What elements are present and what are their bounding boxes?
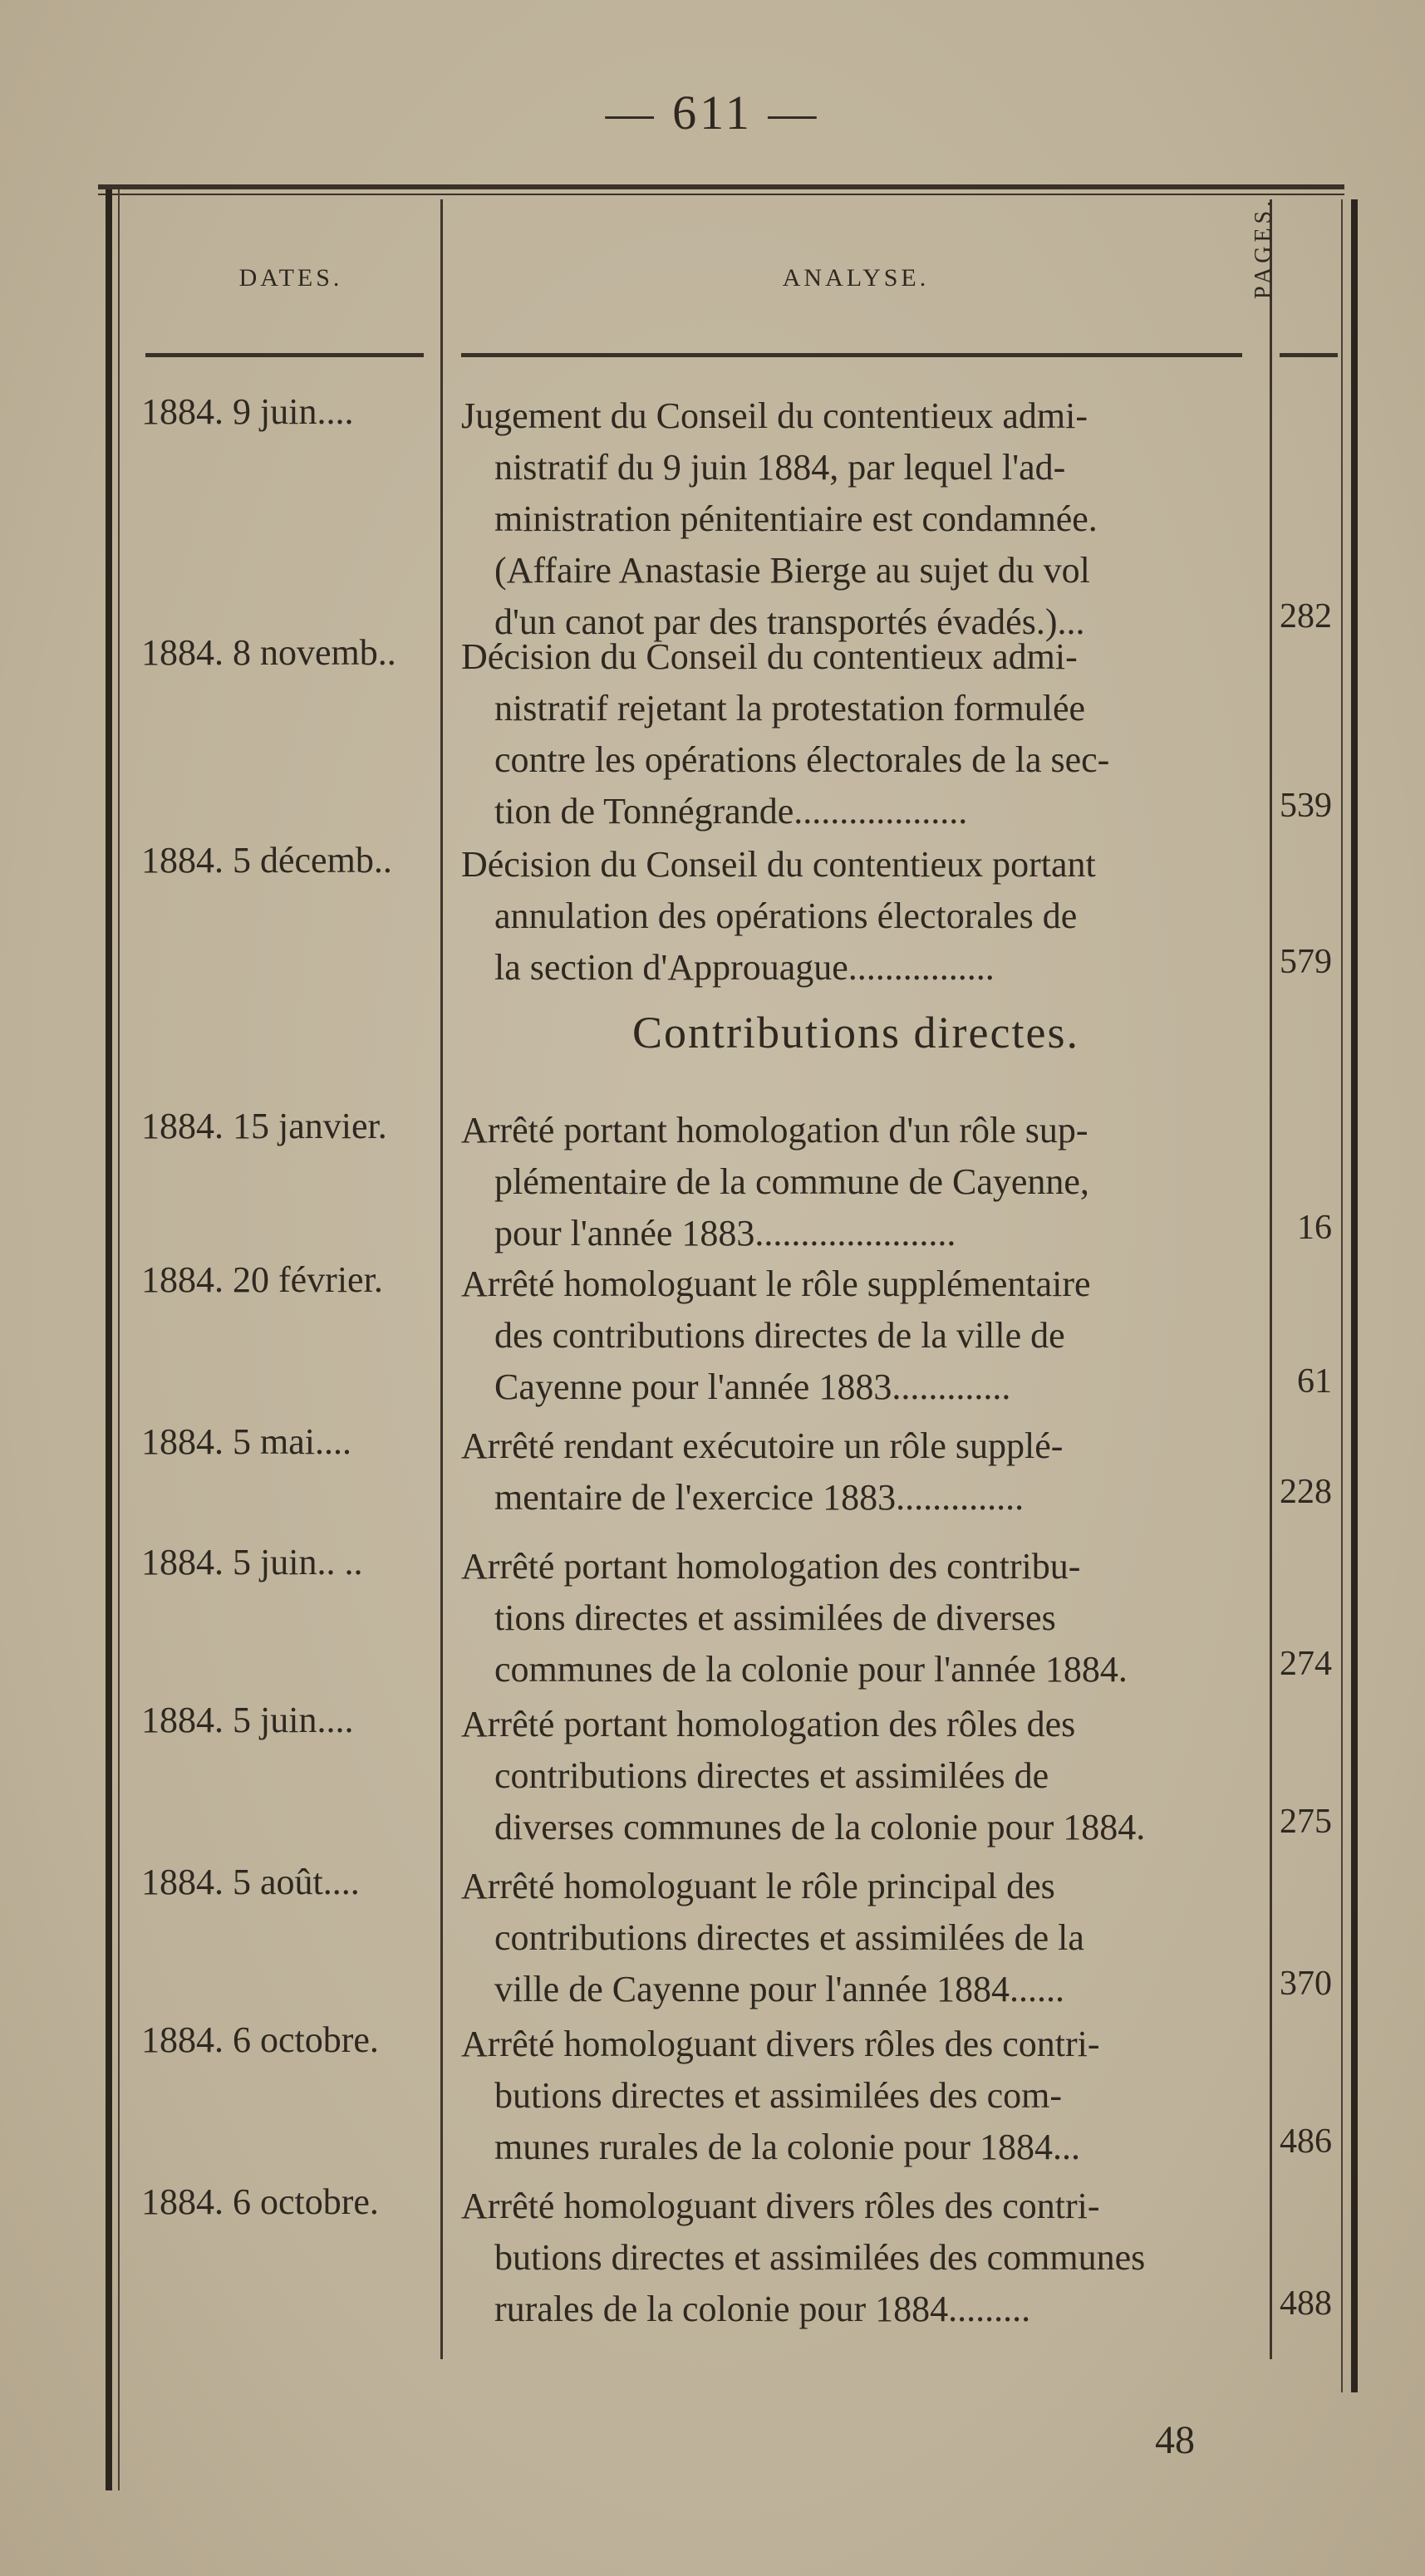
analysis-line: d'un canot par des transportés évadés.)... [494, 601, 1085, 642]
analysis-line: tion de Tonnégrande................... [494, 791, 968, 832]
analysis-line: Arrêté portant homologation des rôles des [461, 1704, 1076, 1744]
entry-page: 370 [1280, 1965, 1332, 2003]
entry-analysis [461, 1699, 1246, 1853]
entry-date: 1884. 9 juin.... [141, 391, 354, 432]
entry-date: 1884. 6 octobre. [141, 2181, 379, 2222]
header-rule-dates [145, 353, 424, 357]
entry-page: 228 [1280, 1473, 1332, 1511]
section-title: Contributions directes. [632, 1008, 1079, 1057]
analysis-line: munes rurales de la colonie pour 1884... [494, 2127, 1081, 2167]
header-analyse: ANALYSE. [782, 264, 930, 292]
analysis-line: des contributions directes de la ville de [494, 1315, 1065, 1356]
column-divider-dates [440, 199, 443, 2359]
analysis-line: Arrêté portant homologation d'un rôle sup- [461, 1110, 1088, 1151]
frame-right-border [1351, 199, 1358, 2392]
frame-left-inner-border [118, 189, 120, 2490]
analysis-line: diverses communes de la colonie pour 1884. [494, 1807, 1146, 1847]
entry-page: 275 [1280, 1803, 1332, 1841]
entry-analysis [461, 1420, 1246, 1524]
top-rule [98, 184, 1344, 189]
analysis-line: butions directes et assimilées des com- [494, 2075, 1063, 2116]
header-dates: DATES. [238, 264, 343, 292]
analysis-line: rurales de la colonie pour 1884......... [494, 2289, 1031, 2329]
header-rule-pages [1280, 353, 1338, 357]
analysis-line: Jugement du Conseil du contentieux admi- [461, 395, 1088, 436]
entry-page: 282 [1280, 597, 1332, 635]
entry-date: 1884. 20 février. [141, 1259, 383, 1300]
frame-right-inner-border [1341, 199, 1343, 2392]
analysis-line: Décision du Conseil du contentieux admi- [461, 636, 1078, 677]
entry-page: 16 [1297, 1209, 1332, 1247]
page-number: — 611 — [605, 86, 820, 140]
analysis-line: contributions directes et assimilées de [494, 1755, 1049, 1796]
analysis-line: Arrêté rendant exécutoire un rôle supplé- [461, 1425, 1064, 1466]
analysis-line: ministration pénitentiaire est condamnée. [494, 498, 1098, 539]
top-rule-thin [98, 194, 1344, 195]
analysis-line: ville de Cayenne pour l'année 1884...... [494, 1969, 1065, 2009]
entry-analysis [461, 1259, 1246, 1413]
analysis-line: Arrêté homologuant divers rôles des contri- [461, 2186, 1100, 2226]
entry-date: 1884. 5 juin.... [141, 1700, 354, 1740]
entry-analysis [461, 839, 1246, 994]
analysis-line: mentaire de l'exercice 1883.............. [494, 1477, 1025, 1518]
entry-page: 274 [1280, 1645, 1332, 1683]
entry-date: 1884. 8 novemb.. [141, 632, 396, 673]
footer-signature: 48 [1155, 2418, 1195, 2462]
entry-date: 1884. 15 janvier. [141, 1106, 387, 1146]
analysis-line: Arrêté homologuant le rôle principal des [461, 1866, 1055, 1906]
entry-page: 61 [1297, 1362, 1332, 1401]
analysis-line: Cayenne pour l'année 1883............. [494, 1367, 1011, 1407]
entry-date: 1884. 5 juin.. .. [141, 1542, 363, 1582]
analysis-line: Arrêté portant homologation des contribu- [461, 1546, 1081, 1587]
analysis-line: pour l'année 1883...................... [494, 1213, 956, 1254]
frame-left-border [106, 189, 112, 2490]
entry-date: 1884. 5 août.... [141, 1862, 360, 1902]
column-divider-pages [1270, 199, 1272, 2359]
entry-analysis [461, 2181, 1246, 2335]
analysis-line: annulation des opérations électorales de [494, 895, 1078, 936]
analysis-line: tions directes et assimilées de diverses [494, 1597, 1056, 1638]
analysis-line: contributions directes et assimilées de la [494, 1917, 1084, 1958]
entry-page: 486 [1280, 2122, 1332, 2161]
entry-analysis [461, 390, 1246, 648]
entry-date: 1884. 5 mai.... [141, 1421, 351, 1462]
entry-analysis [461, 1861, 1246, 2015]
analysis-line: butions directes et assimilées des communes [494, 2237, 1146, 2278]
analysis-line: communes de la colonie pour l'année 1884. [494, 1649, 1128, 1690]
entry-page: 488 [1280, 2284, 1332, 2323]
analysis-line: nistratif rejetant la protestation formulée [494, 688, 1086, 729]
entry-page: 539 [1280, 787, 1332, 825]
header-pages: PAGES. [1251, 196, 1276, 299]
entry-date: 1884. 6 octobre. [141, 2019, 379, 2060]
analysis-line: (Affaire Anastasie Bierge au sujet du vol [494, 550, 1090, 591]
analysis-line: Arrêté homologuant divers rôles des contri- [461, 2024, 1100, 2064]
analysis-line: contre les opérations électorales de la sec- [494, 739, 1110, 780]
entry-date: 1884. 5 décemb.. [141, 840, 392, 881]
analysis-line: plémentaire de la commune de Cayenne, [494, 1161, 1089, 1202]
entry-analysis [461, 2019, 1246, 2173]
analysis-line: nistratif du 9 juin 1884, par lequel l'ad- [494, 447, 1066, 488]
analysis-line: Arrêté homologuant le rôle supplémentaire [461, 1263, 1091, 1304]
header-rule-analyse [461, 353, 1242, 357]
entry-analysis [461, 631, 1246, 837]
entry-analysis [461, 1105, 1246, 1259]
entry-page: 579 [1280, 943, 1332, 981]
analysis-line: la section d'Approuague................ [494, 947, 995, 988]
analysis-line: Décision du Conseil du contentieux portant [461, 844, 1096, 885]
entry-analysis [461, 1541, 1246, 1695]
